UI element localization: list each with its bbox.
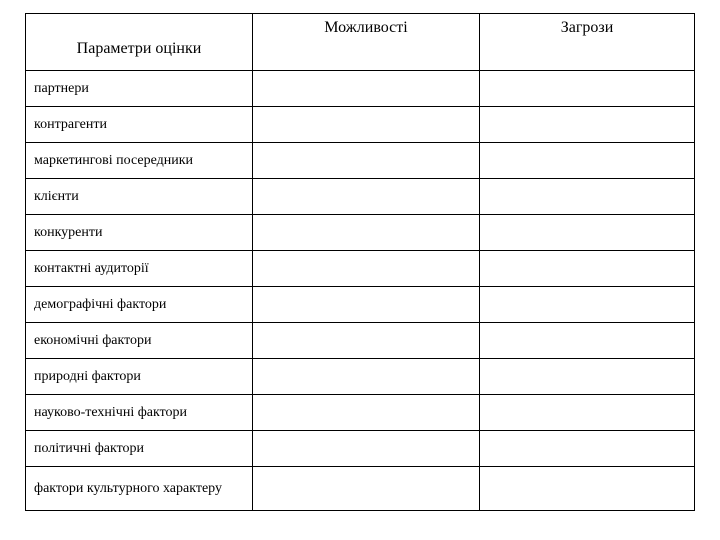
table-row [26, 107, 695, 143]
threat-cell[interactable] [480, 431, 695, 467]
row-label: контактні аудиторії [26, 251, 253, 287]
table-row [26, 359, 695, 395]
opportunity-cell[interactable] [253, 395, 480, 431]
header-parameters: Параметри оцінки [26, 14, 253, 71]
opportunity-cell[interactable] [253, 359, 480, 395]
opportunity-cell[interactable] [253, 215, 480, 251]
opportunity-cell[interactable] [253, 287, 480, 323]
row-label: конкуренти [26, 215, 253, 251]
table-row [26, 143, 695, 179]
threat-cell[interactable] [480, 359, 695, 395]
table-row [26, 251, 695, 287]
threat-cell[interactable] [480, 323, 695, 359]
threat-cell[interactable] [480, 107, 695, 143]
table-row [26, 287, 695, 323]
row-label: клієнти [26, 179, 253, 215]
row-label: партнери [26, 71, 253, 107]
threat-cell[interactable] [480, 287, 695, 323]
threat-cell[interactable] [480, 71, 695, 107]
row-label: економічні фактори [26, 323, 253, 359]
row-label: природні фактори [26, 359, 253, 395]
row-label: демографічні фактори [26, 287, 253, 323]
opportunity-cell[interactable] [253, 467, 480, 511]
row-label: контрагенти [26, 107, 253, 143]
row-label: політичні фактори [26, 431, 253, 467]
table-row [26, 431, 695, 467]
table-row [26, 179, 695, 215]
opportunity-cell[interactable] [253, 179, 480, 215]
table-row [26, 323, 695, 359]
row-label: фактори культурного характеру [26, 467, 253, 511]
threat-cell[interactable] [480, 251, 695, 287]
header-threats: Загрози [480, 14, 695, 71]
header-opportunities: Можливості [253, 14, 480, 71]
opportunity-cell[interactable] [253, 71, 480, 107]
opportunity-cell[interactable] [253, 107, 480, 143]
table-row [26, 467, 695, 511]
table-row [26, 215, 695, 251]
table-header-row [26, 14, 695, 71]
threat-cell[interactable] [480, 215, 695, 251]
opportunity-cell[interactable] [253, 323, 480, 359]
opportunity-cell[interactable] [253, 431, 480, 467]
threat-cell[interactable] [480, 467, 695, 511]
threat-cell[interactable] [480, 143, 695, 179]
row-label: науково-технічні фактори [26, 395, 253, 431]
row-label: маркетингові посередники [26, 143, 253, 179]
evaluation-table [25, 13, 695, 511]
table-row [26, 71, 695, 107]
opportunity-cell[interactable] [253, 251, 480, 287]
table-row [26, 395, 695, 431]
threat-cell[interactable] [480, 179, 695, 215]
opportunity-cell[interactable] [253, 143, 480, 179]
threat-cell[interactable] [480, 395, 695, 431]
